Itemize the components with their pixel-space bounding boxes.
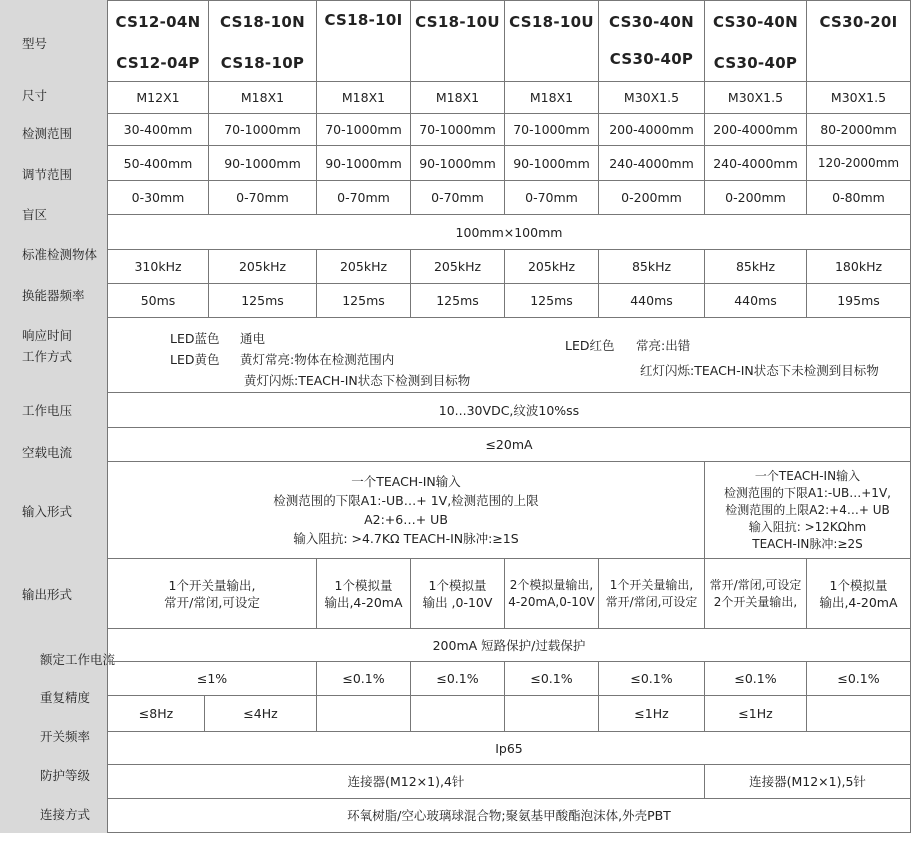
repeat-accuracy-cell: ≤0.1% — [505, 662, 599, 696]
led-red-desc: 常亮:出错 — [636, 338, 691, 353]
model-name: CS30-20I — [819, 13, 898, 31]
label-transducer-frequency: 换能器频率 — [22, 288, 85, 303]
switch-frequency-cell: ≤4Hz — [205, 696, 317, 732]
input-form-cell-right — [705, 462, 911, 559]
switch-frequency-cell: ≤1Hz — [599, 696, 705, 732]
response-time-cell: 195ms — [807, 284, 911, 318]
model-name: CS30-40P — [713, 54, 798, 72]
size-cell: M12X1 — [107, 82, 209, 114]
adjust-range-cell: 90-1000mm — [317, 146, 411, 181]
switch-frequency-cell: ≤1Hz — [705, 696, 807, 732]
output-line: 4-20mA,0-10V — [508, 594, 595, 609]
output-form-cell — [107, 559, 317, 629]
output-form-cell — [505, 559, 599, 629]
size-cell: M30X1.5 — [599, 82, 705, 114]
detect-range-cell: 70-1000mm — [411, 114, 505, 146]
connector-cell-right: 连接器(M12×1),5针 — [705, 765, 911, 799]
model-cell — [411, 0, 505, 82]
size-cell: M18X1 — [505, 82, 599, 114]
blind-zone-cell: 0-70mm — [505, 181, 599, 215]
standard-object-cell: 100mm×100mm — [107, 215, 911, 250]
label-standard-object: 标准检测物体 — [22, 247, 98, 262]
response-time-cell: 125ms — [505, 284, 599, 318]
input-form-cell-left — [107, 462, 705, 559]
repeat-accuracy-cell: ≤1% — [107, 662, 317, 696]
detect-range-cell: 70-1000mm — [505, 114, 599, 146]
label-size: 尺寸 — [22, 88, 48, 103]
led-yellow-label: LED黄色 — [170, 352, 220, 367]
switch-frequency-cell — [807, 696, 911, 732]
label-output-form: 输出形式 — [22, 587, 73, 602]
input-line: A2:+6…+ UB — [364, 512, 448, 527]
model-cell — [705, 0, 807, 82]
frequency-cell: 205kHz — [505, 250, 599, 284]
output-line: 输出 ,0-10V — [422, 594, 493, 610]
model-name: CS18-10P — [220, 54, 305, 72]
model-name: CS12-04N — [115, 13, 201, 31]
input-line: 检测范围的下限A1:-UB…+ 1V,检测范围的上限 — [273, 493, 539, 508]
model-cell — [599, 0, 705, 82]
output-line: 常开/常闭,可设定 — [164, 594, 260, 610]
switch-frequency-cell: ≤8Hz — [107, 696, 205, 732]
label-model: 型号 — [22, 36, 48, 51]
label-work-mode: 工作方式 — [22, 349, 73, 364]
label-blind-zone: 盲区 — [22, 207, 48, 222]
model-name: CS18-10N — [219, 13, 306, 31]
model-cell — [209, 0, 317, 82]
label-switch-frequency: 开关频率 — [40, 729, 91, 744]
output-form-cell — [599, 559, 705, 629]
switch-frequency-cell — [411, 696, 505, 732]
noload-current-cell: ≤20mA — [107, 428, 911, 462]
blind-zone-cell: 0-200mm — [705, 181, 807, 215]
blind-zone-cell: 0-200mm — [599, 181, 705, 215]
output-line: 常开/常闭,可设定 — [605, 594, 698, 609]
label-noload-current: 空载电流 — [22, 445, 73, 460]
repeat-accuracy-cell: ≤0.1% — [317, 662, 411, 696]
connector-cell-left: 连接器(M12×1),4针 — [107, 765, 705, 799]
frequency-cell: 180kHz — [807, 250, 911, 284]
blind-zone-cell: 0-70mm — [209, 181, 317, 215]
frequency-cell: 205kHz — [411, 250, 505, 284]
adjust-range-cell: 240-4000mm — [705, 146, 807, 181]
input-line: 输入阻抗: >12KΩhm — [748, 519, 867, 534]
label-rated-current: 额定工作电流 — [40, 652, 116, 667]
input-line: 检测范围的上限A2:+4…+ UB — [725, 502, 890, 517]
size-cell: M18X1 — [209, 82, 317, 114]
frequency-cell: 205kHz — [209, 250, 317, 284]
red-flash-desc: 红灯闪烁:TEACH-IN状态下未检测到目标物 — [640, 363, 879, 378]
output-line: 1个开关量输出, — [609, 577, 694, 592]
blind-zone-cell: 0-30mm — [107, 181, 209, 215]
output-line: 1个开关量输出, — [168, 577, 256, 593]
adjust-range-cell: 240-4000mm — [599, 146, 705, 181]
model-name: CS30-40N — [712, 13, 799, 31]
detect-range-cell: 200-4000mm — [599, 114, 705, 146]
repeat-accuracy-cell: ≤0.1% — [807, 662, 911, 696]
led-yellow-desc: 黄灯常亮:物体在检测范围内 — [240, 352, 395, 367]
response-time-cell: 125ms — [209, 284, 317, 318]
work-mode-cell — [107, 318, 911, 393]
output-line: 2个开关量输出, — [713, 594, 798, 609]
label-work-voltage: 工作电压 — [22, 403, 73, 418]
switch-frequency-cell — [317, 696, 411, 732]
label-response-time: 响应时间 — [22, 328, 73, 343]
led-blue-label: LED蓝色 — [170, 331, 220, 346]
led-blue-desc: 通电 — [240, 331, 266, 346]
output-form-cell — [317, 559, 411, 629]
response-time-cell: 125ms — [411, 284, 505, 318]
model-name: CS18-10U — [415, 13, 500, 31]
detect-range-cell: 80-2000mm — [807, 114, 911, 146]
yellow-flash-desc: 黄灯闪烁:TEACH-IN状态下检测到目标物 — [244, 373, 471, 388]
adjust-range-cell: 90-1000mm — [505, 146, 599, 181]
adjust-range-cell: 120-2000mm — [807, 146, 911, 181]
size-cell: M18X1 — [411, 82, 505, 114]
input-line: 一个TEACH-IN输入 — [754, 468, 861, 483]
output-form-cell — [705, 559, 807, 629]
output-form-cell — [807, 559, 911, 629]
model-cell — [807, 0, 911, 82]
model-name: CS18-10I — [324, 11, 403, 29]
size-cell: M30X1.5 — [705, 82, 807, 114]
model-name: CS18-10U — [509, 13, 594, 31]
blind-zone-cell: 0-70mm — [317, 181, 411, 215]
response-time-cell: 50ms — [107, 284, 209, 318]
label-input-form: 输入形式 — [22, 504, 73, 519]
response-time-cell: 440ms — [599, 284, 705, 318]
frequency-cell: 85kHz — [599, 250, 705, 284]
switch-frequency-cell — [505, 696, 599, 732]
size-cell: M30X1.5 — [807, 82, 911, 114]
rated-current-cell: 200mA 短路保护/过载保护 — [107, 629, 911, 662]
input-line: 输入阻抗: >4.7KΩ TEACH-IN脉冲:≥1S — [293, 531, 519, 546]
input-line: 检测范围的下限A1:-UB…+1V, — [724, 485, 891, 500]
led-red-label: LED红色 — [565, 338, 615, 353]
output-line: 常开/常闭,可设定 — [709, 577, 802, 592]
output-line: 1个模拟量 — [334, 577, 393, 593]
output-line: 1个模拟量 — [829, 577, 888, 593]
output-line: 2个模拟量输出, — [509, 577, 594, 592]
input-line: 一个TEACH-IN输入 — [351, 474, 461, 489]
housing-material-cell: 环氧树脂/空心玻璃球混合物;聚氨基甲酸酯泡沫体,外壳PBT — [107, 799, 911, 833]
model-name: CS30-40P — [609, 50, 694, 68]
model-cell — [505, 0, 599, 82]
repeat-accuracy-cell: ≤0.1% — [599, 662, 705, 696]
blind-zone-cell: 0-70mm — [411, 181, 505, 215]
label-adjust-range: 调节范围 — [22, 167, 73, 182]
protection-cell: Ip65 — [107, 732, 911, 765]
repeat-accuracy-cell: ≤0.1% — [705, 662, 807, 696]
output-line: 1个模拟量 — [428, 577, 487, 593]
detect-range-cell: 30-400mm — [107, 114, 209, 146]
model-cell — [317, 0, 411, 82]
model-name: CS30-40N — [608, 13, 695, 31]
response-time-cell: 125ms — [317, 284, 411, 318]
output-form-cell — [411, 559, 505, 629]
size-cell: M18X1 — [317, 82, 411, 114]
output-line: 输出,4-20mA — [324, 594, 403, 610]
adjust-range-cell: 90-1000mm — [209, 146, 317, 181]
label-repeat-accuracy: 重复精度 — [40, 690, 91, 705]
adjust-range-cell: 90-1000mm — [411, 146, 505, 181]
blind-zone-cell: 0-80mm — [807, 181, 911, 215]
model-cell — [107, 0, 209, 82]
label-protection: 防护等级 — [40, 768, 91, 783]
detect-range-cell: 70-1000mm — [209, 114, 317, 146]
model-name: CS12-04P — [116, 54, 200, 72]
detect-range-cell: 70-1000mm — [317, 114, 411, 146]
frequency-cell: 310kHz — [107, 250, 209, 284]
frequency-cell: 85kHz — [705, 250, 807, 284]
work-voltage-cell: 10...30VDC,纹波10%ss — [107, 393, 911, 428]
detect-range-cell: 200-4000mm — [705, 114, 807, 146]
adjust-range-cell: 50-400mm — [107, 146, 209, 181]
frequency-cell: 205kHz — [317, 250, 411, 284]
input-line: TEACH-IN脉冲:≥2S — [752, 536, 863, 551]
label-detect-range: 检测范围 — [22, 126, 73, 141]
label-connection: 连接方式 — [40, 807, 91, 822]
output-line: 输出,4-20mA — [819, 594, 898, 610]
response-time-cell: 440ms — [705, 284, 807, 318]
repeat-accuracy-cell: ≤0.1% — [411, 662, 505, 696]
